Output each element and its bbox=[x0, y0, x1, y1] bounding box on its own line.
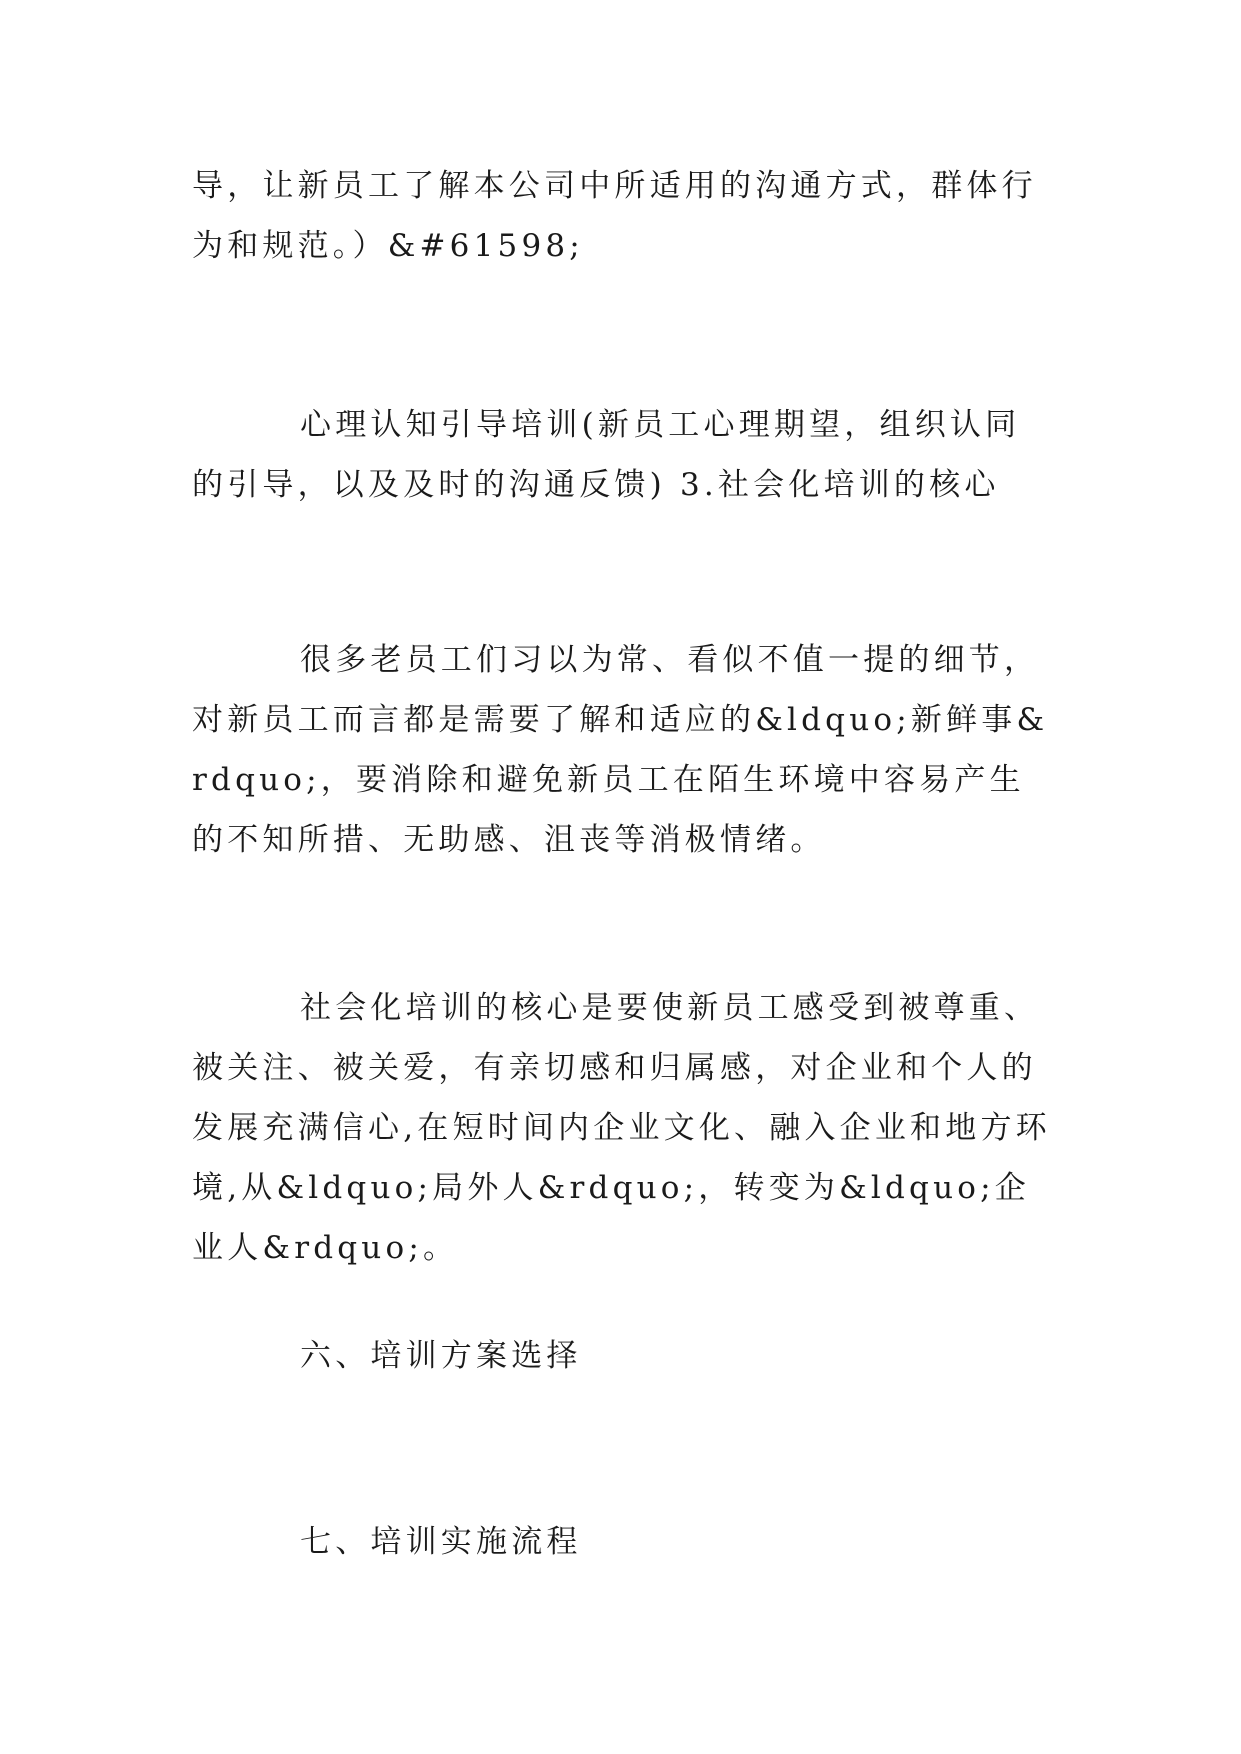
paragraph-socialization-core: 社会化培训的核心是要使新员工感受到被尊重、被关注、被关爱，有亲切感和归属感，对企业和个人的发展充满信心,在短时间内企业文化、融入企业和地方环境,从&ldquo;局外人&rdquo;，转变为&ldquo;企业人&rdquo;。 bbox=[192, 990, 1051, 1266]
section-heading-training-plan: 六、培训方案选择 bbox=[300, 1338, 582, 1374]
paragraph-communication-norms: 导，让新员工了解本公司中所适用的沟通方式，群体行为和规范。）&#61598; bbox=[192, 168, 1037, 264]
paragraph-psychological-training: 心理认知引导培训(新员工心理期望，组织认同的引导，以及及时的沟通反馈) 3.社会化培训的核心 bbox=[192, 407, 1021, 503]
section-heading-training-process: 七、培训实施流程 bbox=[300, 1524, 582, 1560]
paragraph-new-employee-details: 很多老员工们习以为常、看似不值一提的细节，对新员工而言都是需要了解和适应的&ldquo;新鲜事&rdquo;，要消除和避免新员工在陌生环境中容易产生的不知所措、无助感、沮丧等消极情绪。 bbox=[192, 642, 1049, 858]
